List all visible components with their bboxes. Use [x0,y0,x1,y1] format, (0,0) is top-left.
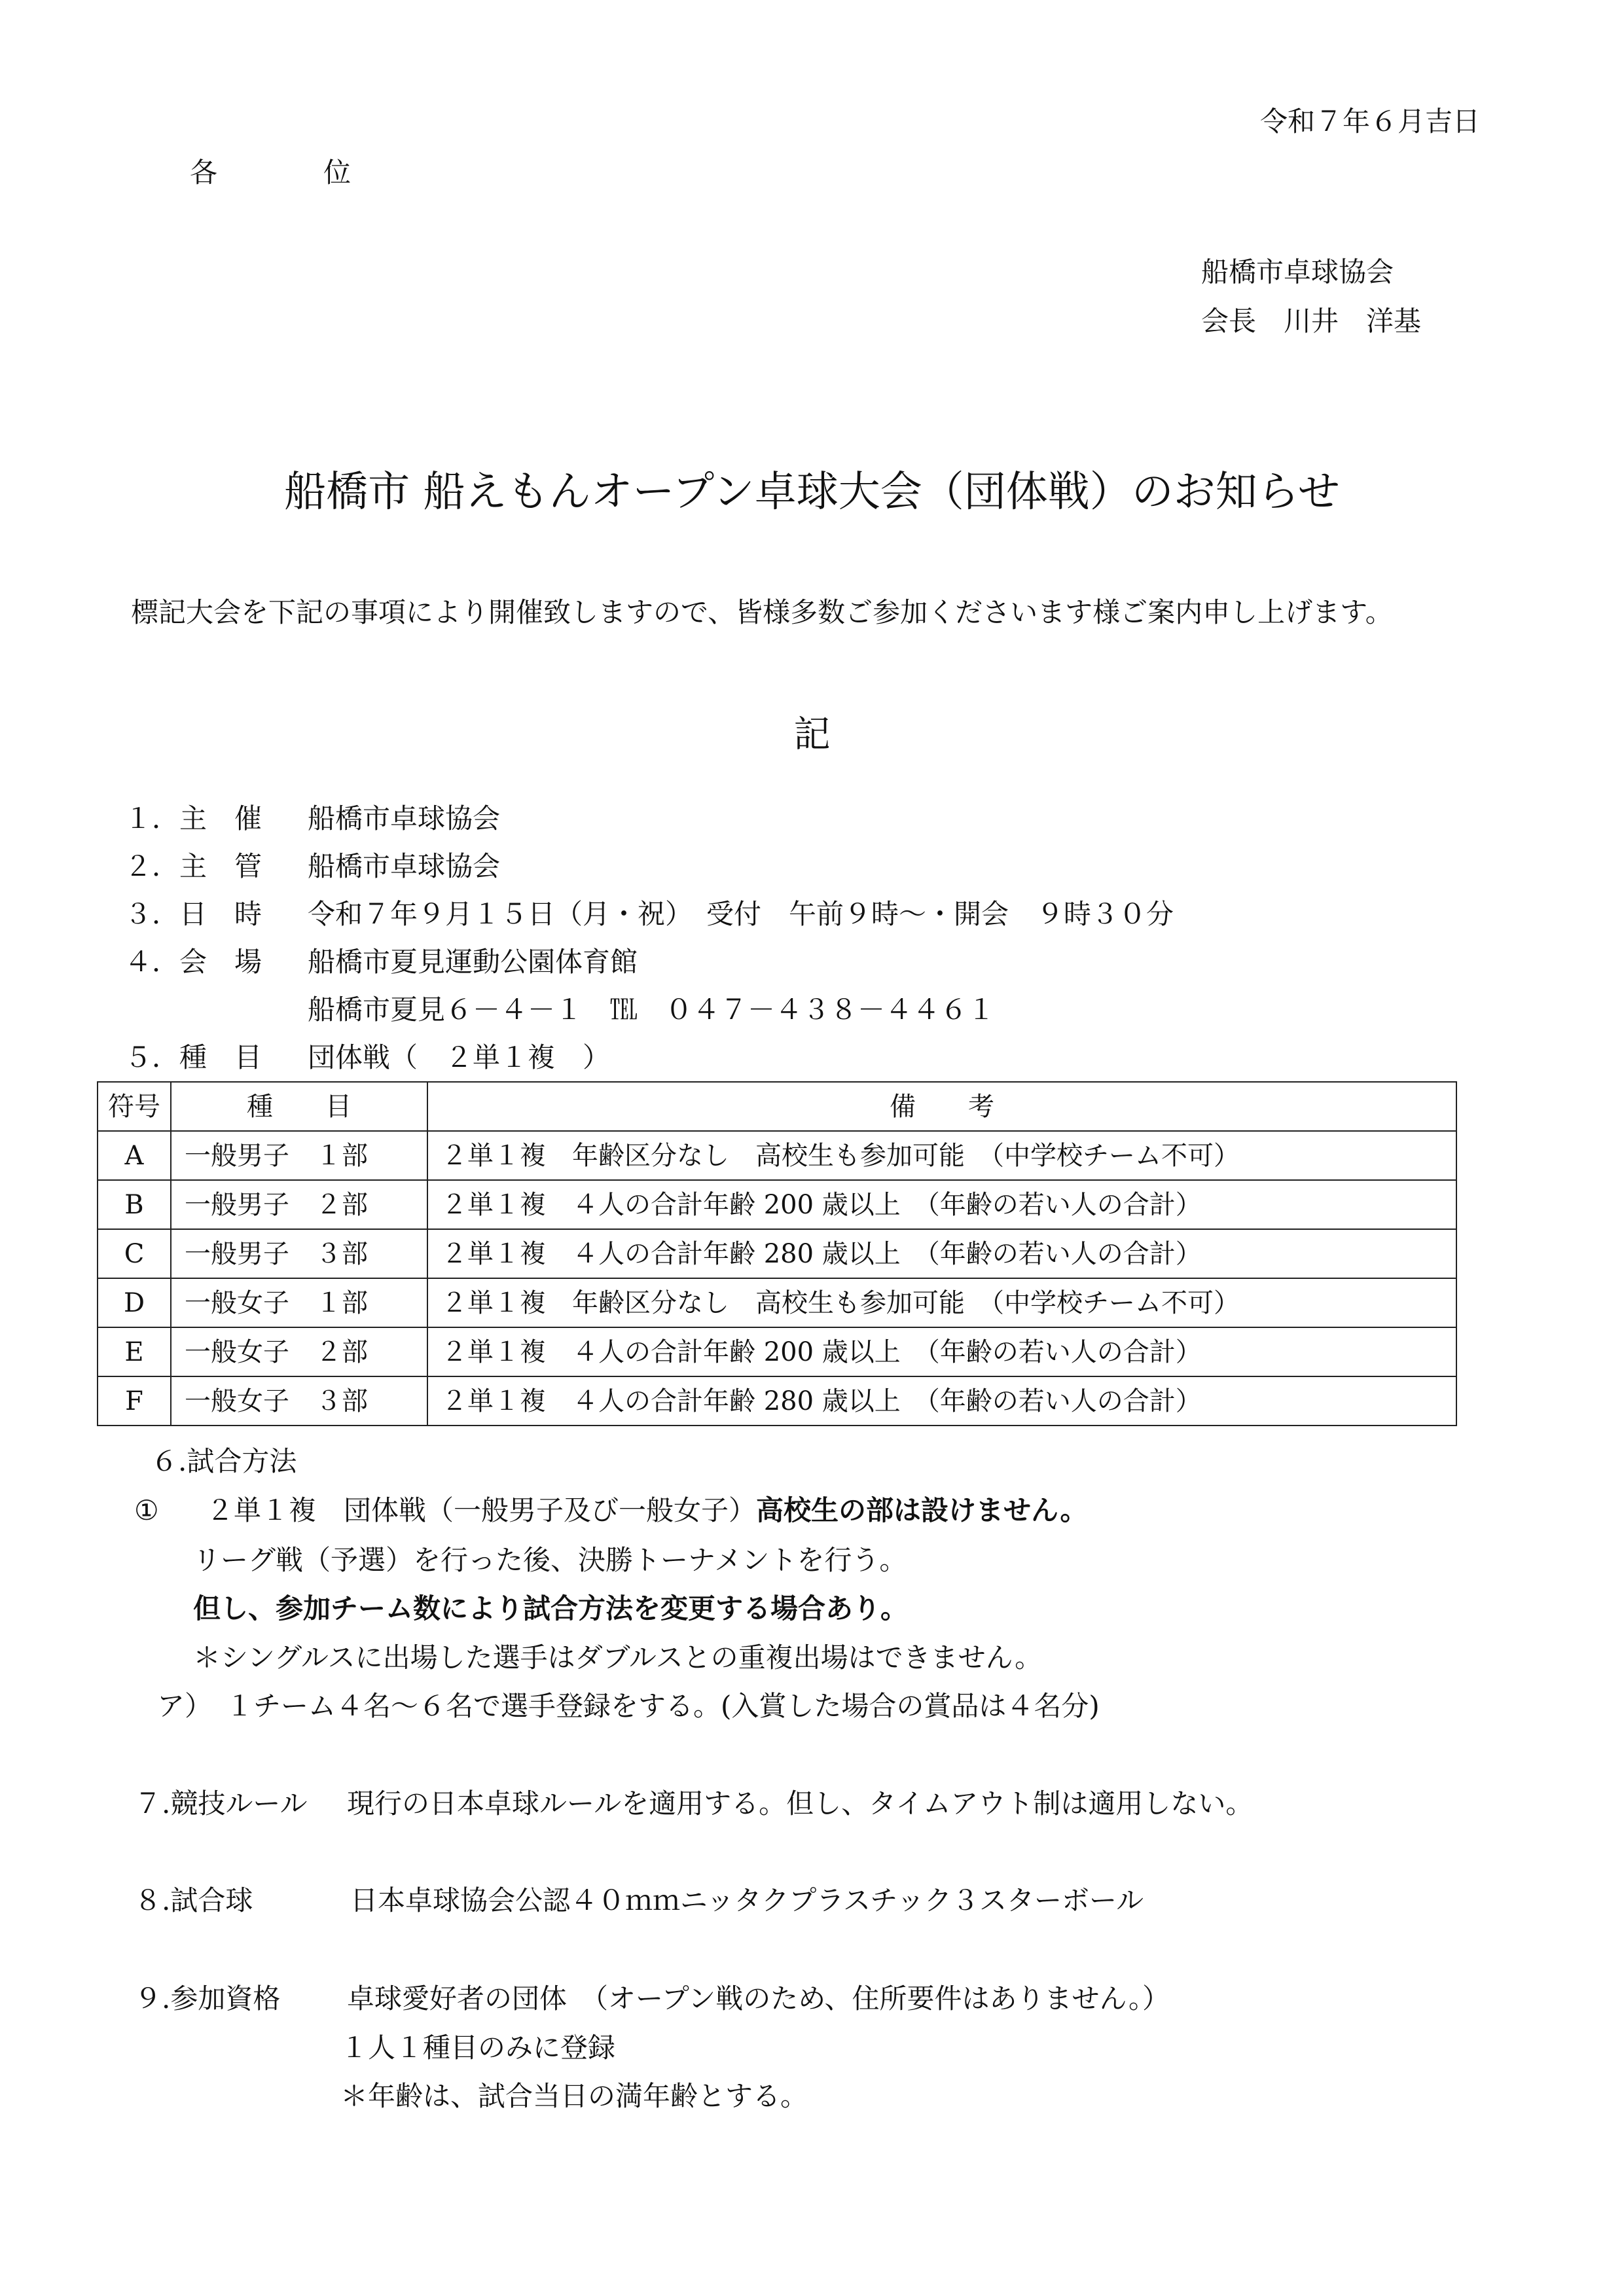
table-row [98,1180,1456,1229]
table-cell-event: 一般女子 １部 [171,1278,427,1327]
addressee: 各 位 [190,156,391,188]
item-value: 船橋市夏見運動公園体育館 [308,946,638,978]
table-cell-note: ２単１複 年齢区分なし 高校生も参加可能 （中学校チーム不可） [427,1131,1456,1180]
section9-line2: １人１種目のみに登録 [340,2032,616,2064]
table-cell-note: ２単１複 ４人の合計年齢 200 歳以上 （年齢の若い人の合計） [427,1327,1456,1376]
section6-heading: ６.試合方法 [151,1445,297,1477]
table-header-code: 符号 [98,1082,171,1131]
section6-line4: ＊シングルスに出場した選手はダブルスとの重複出場はできません。 [193,1641,1043,1674]
table-row [98,1131,1456,1180]
section9-value: 卓球愛好者の団体 （オープン戦のため、住所要件はありません。） [347,1982,1170,2015]
table-row [98,1278,1456,1327]
organization-name: 船橋市卓球協会 [1201,256,1394,288]
section6-mark: ① [134,1494,159,1526]
item-event-type [124,1041,611,1073]
section6-line1-text: ２単１複 団体戦（一般男子及び一般女子） [206,1494,757,1526]
item-label: ４．会 場 [124,946,262,978]
section9-label: ９.参加資格 [134,1982,281,2015]
table-header-note: 備 考 [427,1082,1456,1131]
item-value: 船橋市卓球協会 [308,850,501,882]
table-row [98,1376,1456,1426]
item-label: ５．種 目 [124,1041,262,1073]
table-cell-code: D [98,1278,171,1327]
table-cell-event: 一般男子 １部 [171,1131,427,1180]
item-venue [124,948,638,976]
item-datetime [124,898,1174,930]
section6-line1-bold: 高校生の部は設けません。 [756,1494,1088,1526]
table-cell-event: 一般男子 ３部 [171,1229,427,1278]
item-value: 令和７年９月１５日（月・祝） 受付 午前９時～・開会 ９時３０分 [308,898,1174,930]
item-label: １．主 催 [124,802,262,834]
table-cell-note: ２単１複 年齢区分なし 高校生も参加可能 （中学校チーム不可） [427,1278,1456,1327]
table-cell-note: ２単１複 ４人の合計年齢 280 歳以上 （年齢の若い人の合計） [427,1376,1456,1426]
item-venue-address [124,996,995,1024]
section7-value: 現行の日本卓球ルールを適用する。但し、タイムアウト制は適用しない。 [347,1787,1254,1820]
item-label: ２．主 管 [124,850,262,882]
item-value: 船橋市卓球協会 [308,802,501,834]
table-cell-note: ２単１複 ４人の合計年齢 280 歳以上 （年齢の若い人の合計） [427,1229,1456,1278]
item-organizer [124,802,501,834]
table-cell-code: E [98,1327,171,1376]
president-name: 会長 川井 洋基 [1201,305,1422,337]
item-value: 団体戦（ ２単１複 ） [308,1041,611,1073]
events-table [97,1081,1457,1426]
table-cell-note: ２単１複 ４人の合計年齢 200 歳以上 （年齢の若い人の合計） [427,1180,1456,1229]
document-title: 船橋市 船えもんオープン卓球大会（団体戦）のお知らせ [284,468,1340,516]
item-value: 船橋市夏見６－４－１ ℡ ０４７－４３８－４４６１ [308,994,996,1026]
table-cell-event: 一般女子 ２部 [171,1327,427,1376]
section7-label: ７.競技ルール [134,1787,308,1820]
table-header-row [98,1082,1456,1131]
table-cell-code: B [98,1180,171,1229]
item-manager [124,850,501,882]
section8-label: ８.試合球 [134,1884,253,1916]
table-row [98,1327,1456,1376]
section6-line1 [206,1494,1088,1526]
intro-paragraph: 標記大会を下記の事項により開催致しますので、皆様多数ご参加くださいます様ご案内申し上げます。 [131,596,1393,628]
table-cell-event: 一般女子 ３部 [171,1376,427,1426]
table-cell-code: A [98,1131,171,1180]
document-date: 令和７年６月吉日 [1259,105,1480,137]
section9-line3: ＊年齢は、試合当日の満年齢とする。 [340,2080,808,2112]
table-row [98,1229,1456,1278]
item-label: ３．日 時 [124,898,262,930]
table-header-event: 種 目 [171,1082,427,1131]
ki-heading: 記 [793,713,831,756]
table-cell-code: C [98,1229,171,1278]
section6-line2: リーグ戦（予選）を行った後、決勝トーナメントを行う。 [193,1544,907,1576]
table-cell-event: 一般男子 ２部 [171,1180,427,1229]
section6-line5: ア） １チーム４名～６名で選手登録をする。(入賞した場合の賞品は４名分) [157,1690,1100,1722]
section8-value: 日本卓球協会公認４０ｍｍニッタクプラスチック３スターボール [350,1884,1144,1916]
section6-line3: 但し、参加チーム数により試合方法を変更する場合あり。 [193,1592,909,1624]
table-cell-code: F [98,1376,171,1426]
